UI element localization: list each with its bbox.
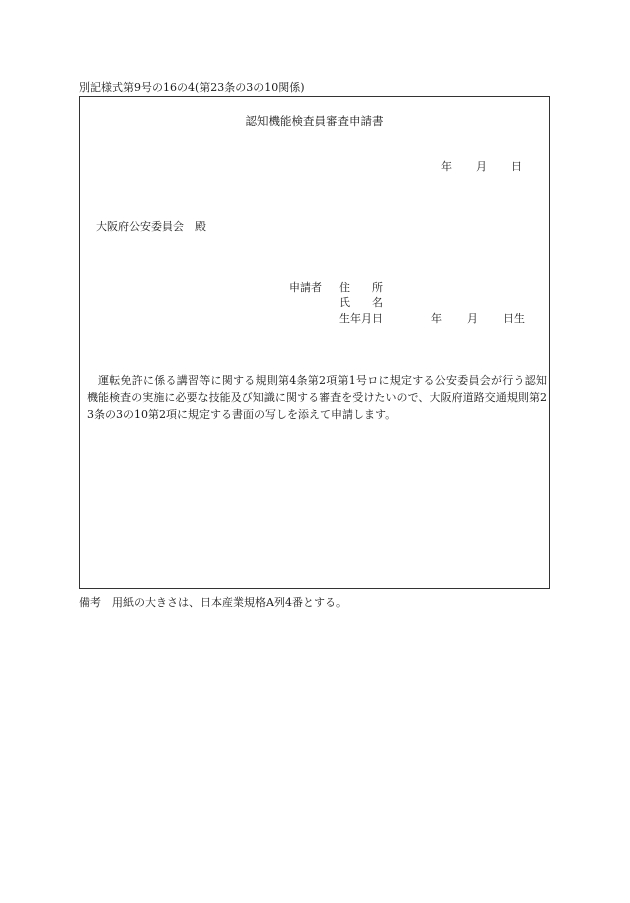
date-of-birth-units [431, 312, 525, 325]
name-label: 氏 名 [339, 296, 383, 309]
remarks-note: 備考 用紙の大きさは、日本産業規格A列4番とする。 [79, 596, 347, 609]
date-month-label: 月 [476, 160, 487, 173]
date-of-birth-label: 生年月日 [339, 312, 383, 325]
dob-year-label: 年 [431, 312, 442, 325]
form-title: 認知機能検査員審査申請書 [245, 114, 384, 128]
application-statement: 運転免許に係る講習等に関する規則第4条第2項第1号ロに規定する公安委員会が行う認知機能検査の実施に必要な技能及び知識に関する審査を受けたいので、大阪府道路交通規則第23条の3の10第2項に規定する書面の写しを添えて申請します。 [87, 374, 547, 421]
dob-day-label: 日生 [503, 312, 525, 325]
application-date [441, 160, 522, 173]
address-label: 住 所 [339, 281, 383, 294]
applicant-label: 申請者 [289, 281, 322, 294]
addressee: 大阪府公安委員会 殿 [96, 220, 206, 233]
date-year-label: 年 [441, 160, 452, 173]
date-day-label: 日 [511, 160, 522, 173]
application-form [79, 96, 550, 589]
dob-month-label: 月 [467, 312, 478, 325]
form-reference: 別記様式第9号の16の4(第23条の3の10関係) [79, 81, 305, 94]
